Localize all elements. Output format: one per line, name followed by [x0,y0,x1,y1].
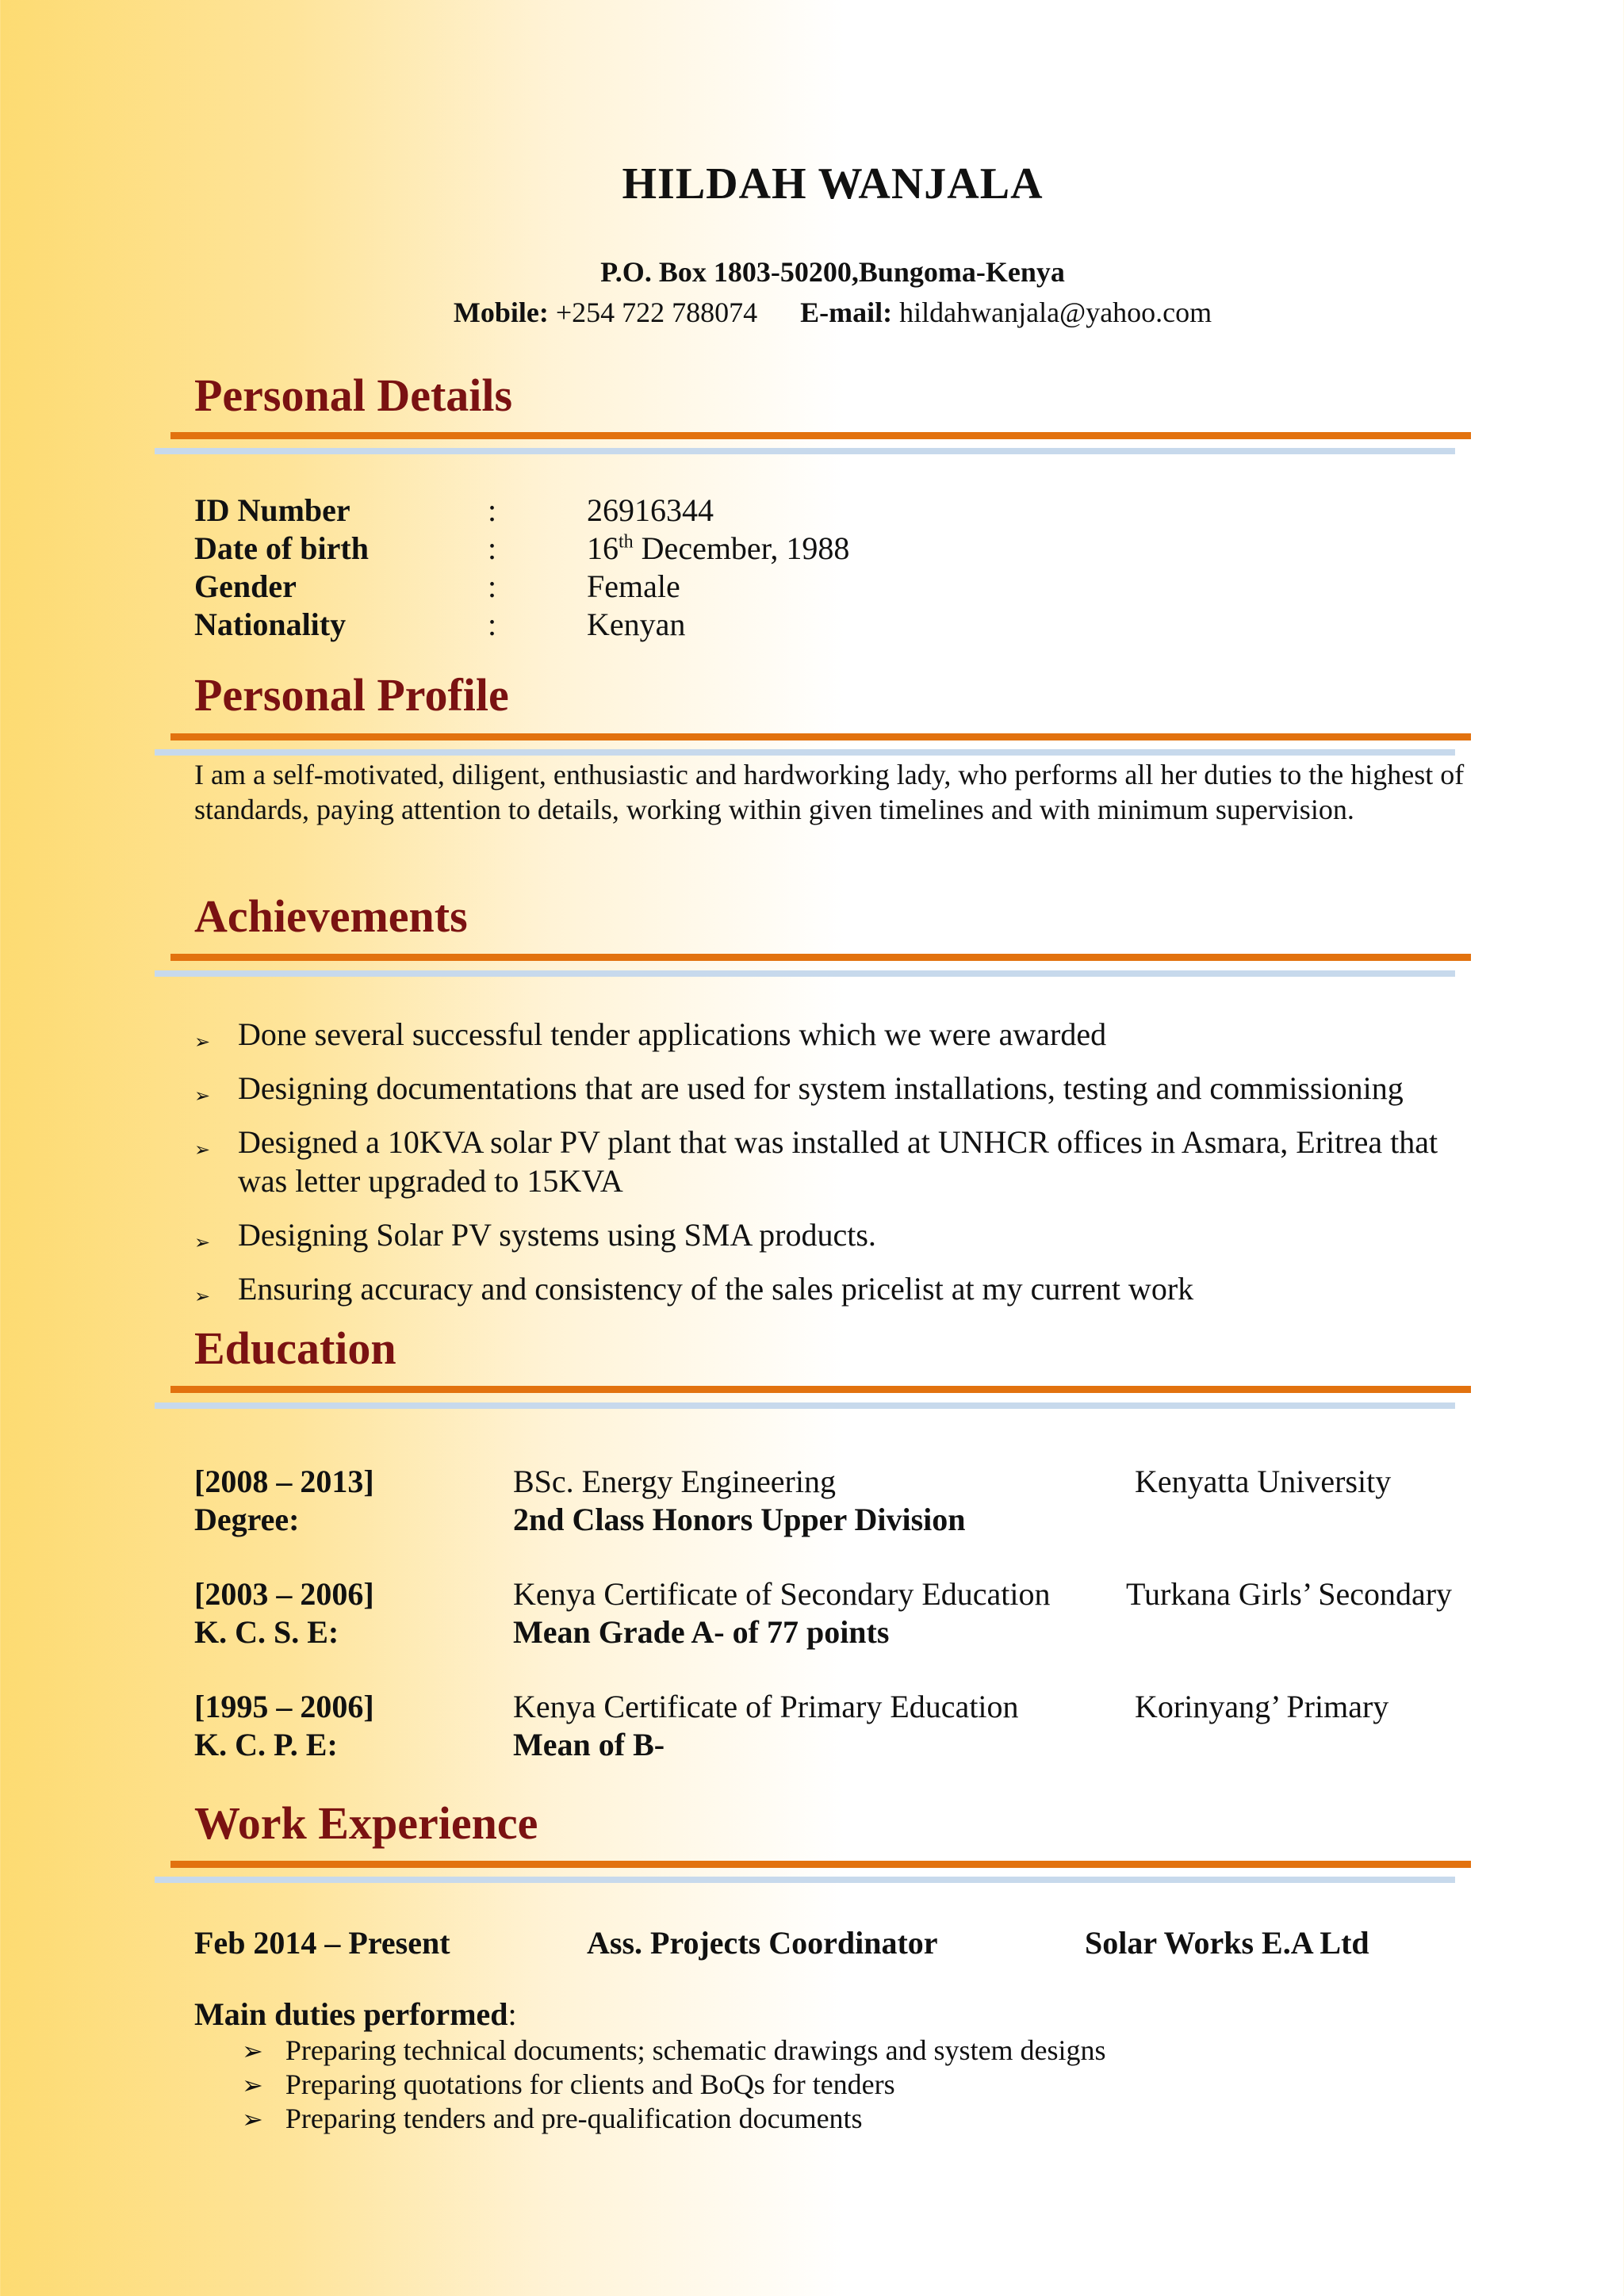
bullet-arrow-icon: ➢ [194,1138,211,1161]
work-company: Solar Works E.A Ltd [1085,1925,1369,1961]
detail-label: Gender [194,568,297,604]
edu-course: BSc. Energy Engineering [513,1464,836,1499]
edu-institution: Kenyatta University [1135,1464,1392,1499]
contact-line [0,296,1624,329]
detail-value [587,530,849,567]
section-rule-blue [155,1877,1455,1883]
detail-separator: : [488,530,497,566]
section-title-work-experience: Work Experience [194,1797,538,1849]
bullet-arrow-icon: ➢ [194,1031,211,1053]
detail-separator: : [488,492,497,528]
edu-award: Mean of B- [513,1727,665,1762]
duties-label: Main duties performed [194,1996,508,2032]
bullet-arrow-icon: ➢ [194,1231,211,1253]
section-title-achievements: Achievements [194,890,468,942]
email-label: E-mail: [800,297,893,328]
edu-course: Kenya Certificate of Primary Education [513,1689,1019,1724]
profile-text: I am a self-motivated, diligent, enthusiastic and hardworking lady, who performs all her duties to the highest of standards, paying attention to details, working within given timelines and with minimum supervision. [194,759,1465,825]
section-title-education: Education [194,1322,396,1374]
detail-label: Date of birth [194,530,369,566]
dob-rest: December, 1988 [633,530,850,566]
section-rule-orange [170,733,1471,740]
duty-text: Preparing technical documents; schematic drawings and system designs [285,2034,1106,2066]
achievement-text: Ensuring accuracy and consistency of the sales pricelist at my current work [238,1271,1194,1307]
bullet-arrow-icon: ➢ [242,2036,263,2066]
dob-day: 16 [587,530,619,566]
section-title-personal-profile: Personal Profile [194,669,509,721]
bullet-arrow-icon: ➢ [242,2104,263,2134]
edu-award-label: Degree: [194,1502,300,1537]
achievement-text: Designing Solar PV systems using SMA products. [238,1217,876,1253]
detail-value: Female [587,568,680,604]
postal-address: P.O. Box 1803-50200,Bungoma-Kenya [600,256,1065,288]
achievement-text: Designing documentations that are used for system installations, testing and commissioning [238,1070,1404,1106]
detail-separator: : [488,568,497,604]
detail-label: ID Number [194,492,350,528]
edu-award: Mean Grade A- of 77 points [513,1614,890,1650]
mobile-value: +254 722 788074 [555,297,758,328]
achievement-text: Designed a 10KVA solar PV plant that was installed at UNHCR offices in Asmara, Eritrea that was letter upgraded to 15KVA [238,1124,1438,1199]
detail-value: Kenyan [587,607,686,642]
edu-period: [2008 – 2013] [194,1464,374,1499]
edu-course: Kenya Certificate of Secondary Education [513,1576,1051,1612]
section-rule-blue [155,749,1455,756]
edu-period: [2003 – 2006] [194,1576,374,1612]
duty-item [242,2102,863,2135]
duty-item [242,2068,895,2101]
section-rule-orange [170,1386,1471,1393]
edu-award: 2nd Class Honors Upper Division [513,1502,966,1537]
edu-award-label: K. C. S. E: [194,1614,339,1650]
duty-item [242,2034,1106,2067]
section-rule-orange [170,432,1471,439]
section-rule-blue [155,448,1455,454]
achievement-text: Done several successful tender applications which we were awarded [238,1016,1107,1052]
candidate-name: HILDAH WANJALA [622,159,1044,209]
work-period: Feb 2014 – Present [194,1925,450,1961]
edu-award-label: K. C. P. E: [194,1727,338,1762]
bullet-arrow-icon: ➢ [242,2070,263,2100]
detail-separator: : [488,607,497,642]
bullet-arrow-icon: ➢ [194,1085,211,1107]
detail-value: 26916344 [587,492,714,528]
email-value: hildahwanjala@yahoo.com [899,297,1212,328]
duties-heading [194,1996,517,2033]
section-rule-orange [170,954,1471,961]
section-rule-blue [155,970,1455,977]
work-role: Ass. Projects Coordinator [587,1925,938,1961]
duties-colon: : [508,1996,517,2032]
section-rule-orange [170,1861,1471,1868]
bullet-arrow-icon: ➢ [194,1285,211,1307]
detail-label: Nationality [194,607,347,642]
duty-text: Preparing tenders and pre-qualification documents [285,2103,863,2134]
section-rule-blue [155,1402,1455,1409]
mobile-label: Mobile: [453,297,549,328]
edu-period: [1995 – 2006] [194,1689,374,1724]
dob-ordinal: th [619,531,634,553]
duty-text: Preparing quotations for clients and BoQs for tenders [285,2068,895,2100]
edu-institution: Turkana Girls’ Secondary [1126,1576,1453,1612]
edu-institution: Korinyang’ Primary [1135,1689,1389,1724]
section-title-personal-details: Personal Details [194,369,513,421]
